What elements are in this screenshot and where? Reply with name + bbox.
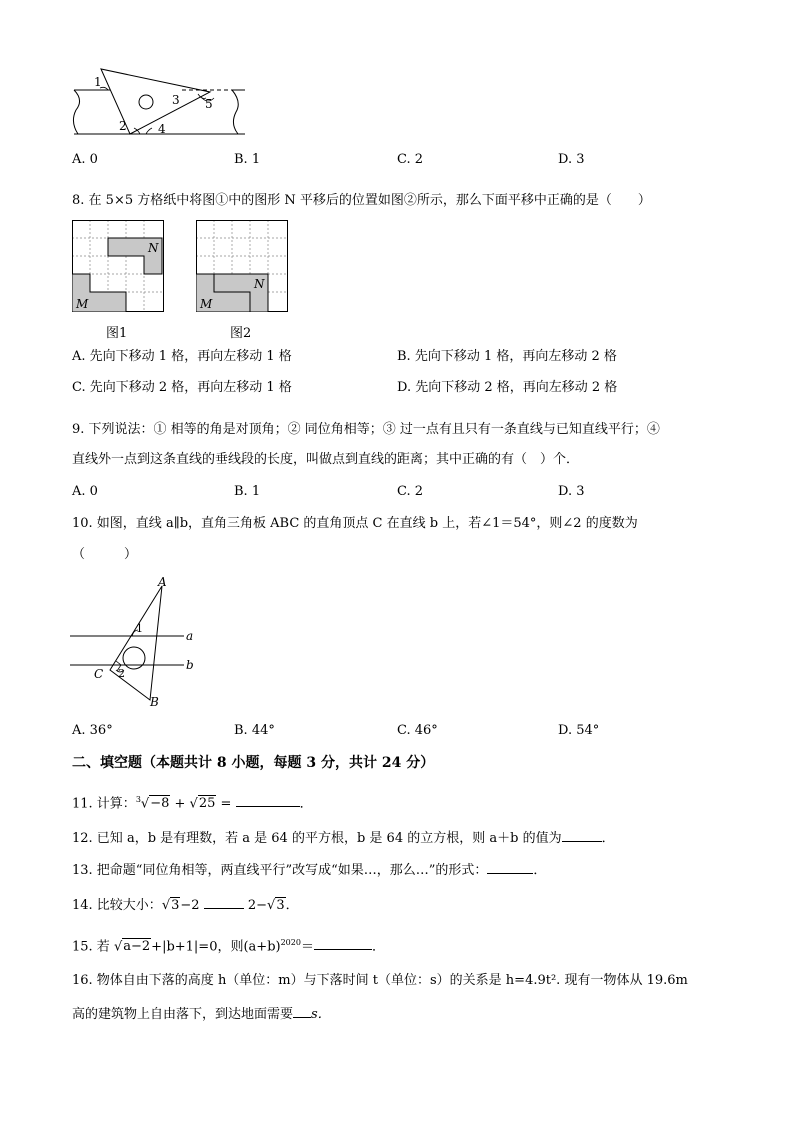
q10-question-line2: （ ）	[72, 547, 138, 562]
q9-option-c[interactable]: C. 2	[397, 484, 424, 499]
q8-fig2-caption: 图2	[230, 326, 252, 341]
q10-figure	[70, 574, 210, 710]
q12-question	[72, 827, 722, 848]
q7-option-c[interactable]: C. 2	[397, 152, 424, 167]
q16-answer-blank[interactable]	[293, 1003, 311, 1018]
q10-triangle	[110, 586, 162, 700]
q8-fig1-caption: 图1	[106, 326, 128, 341]
q14-radical-sign-2: √	[267, 898, 276, 913]
q10-label-angle-2: 2	[118, 667, 125, 680]
q13-suffix: ．	[533, 863, 547, 878]
q8-fig2-label-n: N	[254, 277, 265, 291]
q16-question-line1: 16. 物体自由下落的高度 h（单位：m）与下落时间 t（单位：s）的关系是 h=4.9t². 现有一物体从 19.6m	[72, 973, 688, 988]
q11-suffix: ．	[299, 796, 313, 812]
q8-figure-2	[196, 220, 288, 312]
q9-question-line1: 9. 下列说法：① 相等的角是对顶角；② 同位角相等；③ 过一点有且只有一条直线与已知直线平行；④	[72, 422, 660, 437]
q14-radicand-1: 3	[171, 898, 180, 913]
q15-prefix: 15. 若	[72, 939, 110, 955]
q14-minus-1: −2	[180, 898, 200, 913]
q7-option-d[interactable]: D. 3	[558, 152, 585, 167]
q9-option-b[interactable]: B. 1	[234, 484, 261, 499]
q10-option-d[interactable]: D. 54°	[558, 723, 600, 738]
q13-answer-blank[interactable]	[487, 859, 533, 874]
q9-option-a[interactable]: A. 0	[72, 484, 98, 499]
q12-answer-blank[interactable]	[562, 827, 602, 842]
q7-label-5: 5	[205, 97, 213, 111]
q8-figure-1	[72, 220, 164, 312]
q16-question-line2	[72, 1003, 722, 1024]
q10-label-b-vertex: B	[150, 695, 159, 709]
q7-label-1: 1	[94, 75, 102, 89]
q8-fig1-label-m: M	[76, 297, 89, 311]
q10-option-a[interactable]: A. 36°	[72, 723, 113, 738]
q15-middle: +|b+1|=0，则(a+b)	[151, 939, 281, 955]
q8-option-b[interactable]: B. 先向下移动 1 格，再向左移动 2 格	[397, 349, 617, 364]
q11-radicand-2: 25	[198, 796, 216, 812]
q7-option-a[interactable]: A. 0	[72, 152, 98, 167]
q10-question-line1: 10. 如图，直线 a∥b，直角三角板 ABC 的直角顶点 C 在直线 b 上，若∠1＝54°，则∠2 的度数为	[72, 516, 638, 531]
q16-unit: s．	[311, 1007, 331, 1022]
q8-question: 8. 在 5×5 方格纸中将图①中的图形 N 平移后的位置如图②所示，那么下面平移中正确的是（ ）	[72, 193, 651, 208]
q10-option-c[interactable]: C. 46°	[397, 723, 438, 738]
q8-fig1-label-n: N	[148, 241, 159, 255]
q14-suffix: ．	[285, 898, 299, 913]
q11-question: 11. 计算：$^3$√−8 + √25 = ．	[72, 791, 722, 813]
q13-text: 13. 把命题“同位角相等，两直线平行”改写成“如果…，那么…”的形式：	[72, 863, 488, 878]
q7-label-2: 2	[119, 119, 127, 133]
q14-question	[72, 894, 722, 915]
q12-suffix: ．	[601, 831, 615, 846]
q8-option-a[interactable]: A. 先向下移动 1 格，再向左移动 1 格	[72, 349, 292, 364]
q15-question	[72, 934, 722, 956]
q7-strip-left-end	[73, 90, 79, 134]
q11-radical-sign-2: √	[189, 796, 198, 812]
q16-line2-text: 高的建筑物上自由落下，到达地面需要	[72, 1007, 294, 1022]
q14-prefix: 14. 比较大小：	[72, 898, 162, 913]
q7-option-b[interactable]: B. 1	[234, 152, 261, 167]
q15-answer-blank[interactable]	[314, 935, 372, 950]
q7-strip-right-end	[232, 90, 238, 134]
q14-answer-blank[interactable]	[204, 894, 244, 909]
q10-label-line-b: b	[186, 658, 194, 672]
q14-radicand-2: 3	[276, 898, 285, 913]
q10-label-c-vertex: C	[94, 667, 104, 681]
q8-fig2-label-m: M	[200, 297, 213, 311]
q11-prefix: 11. 计算：	[72, 796, 136, 812]
q11-root-index: 3	[135, 795, 141, 804]
q12-text: 12. 已知 a，b 是有理数，若 a 是 64 的平方根，b 是 64 的立方根，则 a＋b 的值为	[72, 831, 562, 846]
q9-question-line2: 直线外一点到这条直线的垂线段的长度，叫做点到直线的距离；其中正确的有（ ）个．	[72, 452, 580, 467]
q14-minus-2: 2−	[247, 898, 268, 913]
q7-figure	[70, 66, 250, 138]
q14-radical-sign-1: √	[161, 898, 171, 913]
q7-label-3: 3	[172, 93, 180, 107]
q10-option-b[interactable]: B. 44°	[234, 723, 275, 738]
q10-label-line-a: a	[186, 629, 194, 643]
q15-exponent: 2020	[280, 938, 301, 947]
q8-option-d[interactable]: D. 先向下移动 2 格，再向左移动 2 格	[397, 380, 618, 395]
section-2-heading: 二、填空题（本题共计 8 小题，每题 3 分，共计 24 分）	[72, 755, 435, 771]
q8-option-c[interactable]: C. 先向下移动 2 格，再向左移动 1 格	[72, 380, 292, 395]
q15-equals: ＝	[300, 939, 314, 955]
q11-radical-sign-1: √	[140, 796, 150, 812]
q11-answer-blank[interactable]	[236, 792, 300, 807]
q7-label-4: 4	[158, 122, 166, 136]
q11-radicand-1: −8	[150, 796, 170, 812]
q10-label-a-vertex: A	[158, 575, 167, 589]
q13-question	[72, 859, 722, 880]
q15-suffix: ．	[371, 939, 385, 955]
q10-triangle-hole	[123, 647, 145, 669]
q9-option-d[interactable]: D. 3	[558, 484, 585, 499]
q7-triangle	[101, 69, 210, 134]
q15-radicand: a−2	[123, 939, 151, 955]
q10-label-angle-1: 1	[136, 622, 143, 635]
q15-radical-sign: √	[113, 939, 123, 955]
